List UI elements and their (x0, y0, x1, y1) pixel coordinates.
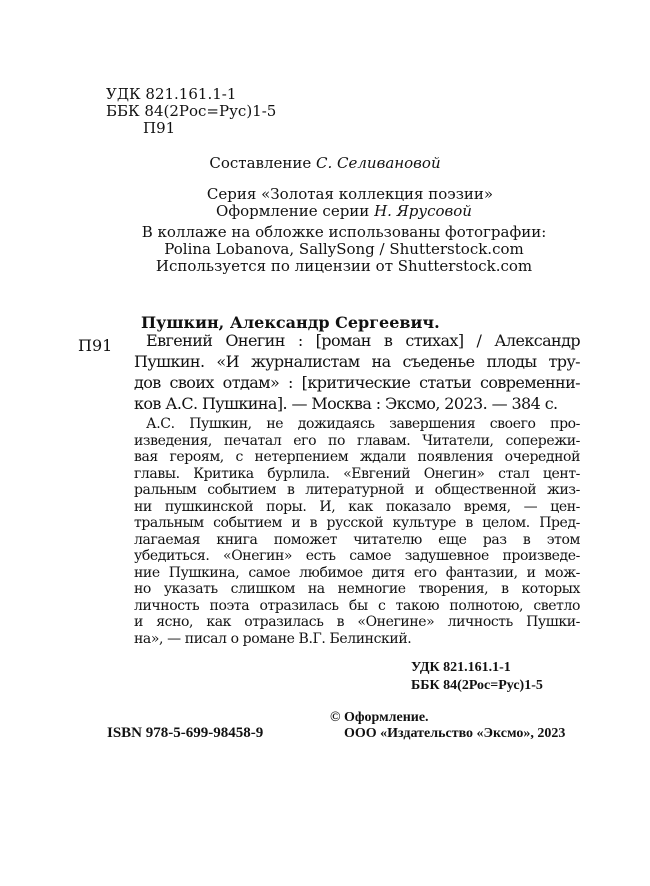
entry-author: Пушкин, Александр Сергеевич. (141, 313, 440, 332)
annotation-line: на», — писал о романе В.Г. Белинский. (134, 630, 412, 647)
design-line (0, 203, 650, 220)
udk-code-bottom: УДК 821.161.1-1 (411, 660, 511, 675)
annotation-line: но указать слишком на немногие творения, в которых (134, 581, 580, 597)
series-line: Серия «Золотая коллекция поэзии» (206, 185, 494, 203)
entry-line: Евгений Онегин : [роман в стихах] / Александр (146, 331, 580, 350)
entry-line: дов своих отдам» : [критические статьи современни- (134, 373, 580, 392)
annotation-line: изведения, печатал его по главам. Читатели, сопережи- (134, 432, 580, 449)
entry-body (134, 330, 580, 414)
annotation (134, 416, 580, 647)
entry-line: ков А.С. Пушкина]. — Москва : Эксмо, 2023. — 384 с. (134, 394, 558, 413)
collage-line-2: Polina Lobanova, SallySong / Shutterstock.com (164, 240, 524, 258)
annotation-line: вая героям, с нетерпением ждали появления очередной (134, 449, 580, 465)
annotation-line: А.С. Пушкин, не дожидаясь завершения своего про- (146, 416, 580, 432)
annotation-line: и ясно, как отразилась в «Онегине» личность Пушки- (134, 614, 580, 630)
annotation-line: ние Пушкина, самое любимое дитя его фантазии, и мож- (134, 564, 580, 581)
bbk-code-bottom: ББК 84(2Рос=Рус)1-5 (411, 678, 543, 693)
entry-sign: П91 (78, 336, 113, 355)
compiled-by-line (0, 155, 650, 172)
udk-code-top: УДК 821.161.1-1 (106, 85, 237, 103)
entry-line: Пушкин. «И журналистам на съеденье плоды тру- (134, 352, 580, 371)
annotation-line: личность поэта отразилась бы с такою полнотою, светло (134, 597, 580, 614)
compiled-name: С. Селивановой (316, 154, 441, 172)
copyright-design: © Оформление. (330, 710, 429, 725)
annotation-line: ральным событием в литературной и общественной жиз- (134, 482, 580, 498)
annotation-line: ни пушкинской поры. И, как показало время, — цен- (134, 498, 580, 515)
collage-line-1: В коллаже на обложке использованы фотографии: (141, 223, 547, 241)
copyright-publisher: ООО «Издательство «Эксмо», 2023 (344, 726, 566, 741)
annotation-line: убедиться. «Онегин» есть самое задушевное произведе- (134, 548, 580, 564)
isbn: ISBN 978-5-699-98458-9 (107, 725, 264, 741)
compiled-label: Составление (209, 154, 317, 172)
design-label: Оформление серии (216, 202, 375, 220)
bbk-code-top: ББК 84(2Рос=Рус)1-5 (106, 102, 277, 120)
annotation-line: тральным событием и в русской культуре в целом. Пред- (134, 515, 580, 531)
annotation-line: лагаемая книга поможет читателю еще раз в этом (134, 531, 580, 548)
annotation-line: главы. Критика бурлила. «Евгений Онегин» стал цент- (134, 465, 580, 482)
author-sign-top: П91 (143, 119, 176, 137)
collage-line-3: Используется по лицензии от Shutterstock.com (155, 257, 533, 275)
design-name: Н. Ярусовой (374, 202, 472, 220)
